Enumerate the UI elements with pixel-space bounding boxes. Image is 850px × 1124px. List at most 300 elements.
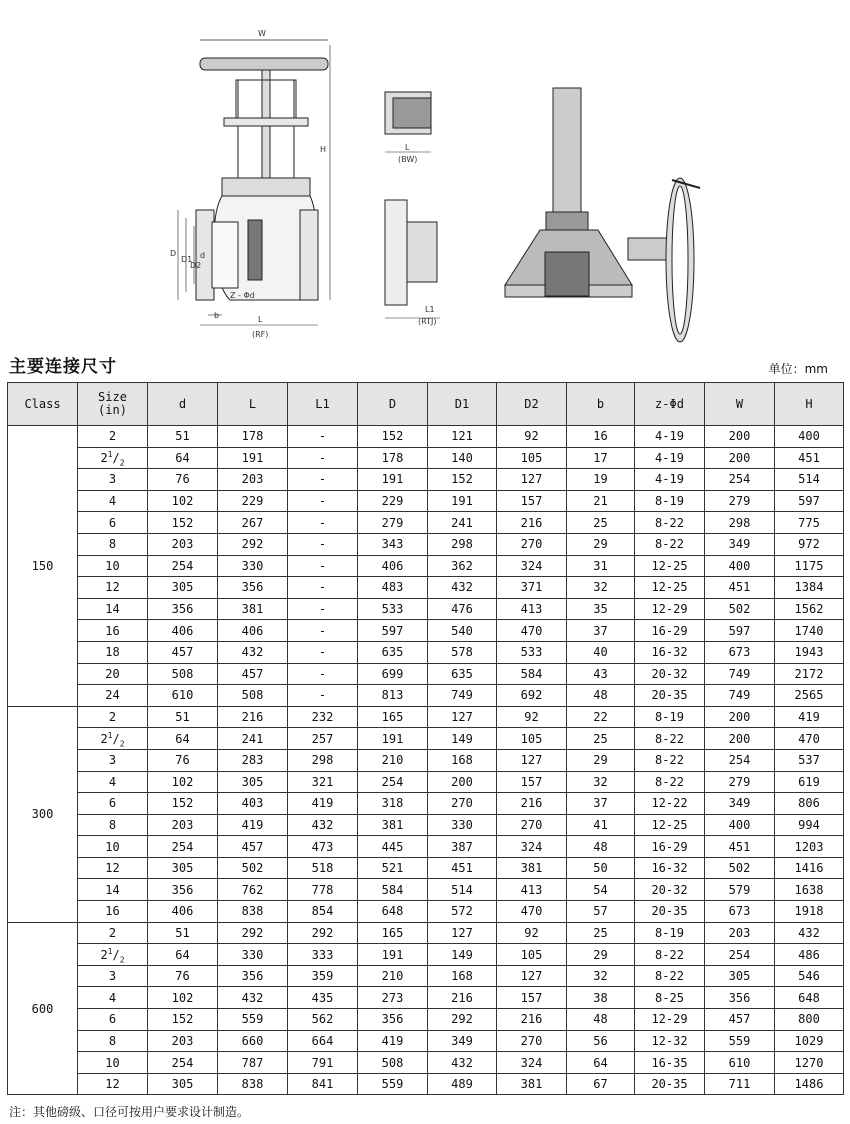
value-cell: 152 bbox=[148, 793, 218, 815]
value-cell: 470 bbox=[497, 901, 567, 923]
value-cell: - bbox=[288, 598, 358, 620]
table-row bbox=[8, 641, 844, 663]
value-cell: 432 bbox=[775, 922, 844, 944]
value-cell: 635 bbox=[358, 641, 428, 663]
value-cell: 43 bbox=[567, 663, 635, 685]
value-cell: 38 bbox=[567, 987, 635, 1009]
dim-h: H bbox=[320, 145, 327, 154]
value-cell: 270 bbox=[497, 814, 567, 836]
value-cell: 806 bbox=[775, 793, 844, 815]
value-cell: 12-29 bbox=[635, 1009, 705, 1031]
size-cell: 6 bbox=[78, 793, 148, 815]
value-cell: 92 bbox=[497, 922, 567, 944]
value-cell: 533 bbox=[358, 598, 428, 620]
value-cell: 400 bbox=[705, 814, 775, 836]
value-cell: 48 bbox=[567, 685, 635, 707]
value-cell: 435 bbox=[288, 987, 358, 1009]
value-cell: 67 bbox=[567, 1073, 635, 1095]
value-cell: 279 bbox=[358, 512, 428, 534]
value-cell: 791 bbox=[288, 1052, 358, 1074]
value-cell: 254 bbox=[705, 469, 775, 491]
value-cell: 1416 bbox=[775, 857, 844, 879]
value-cell: 191 bbox=[358, 728, 428, 750]
size-cell: 14 bbox=[78, 879, 148, 901]
rtj-end-drawing bbox=[385, 200, 440, 318]
table-row bbox=[8, 857, 844, 879]
value-cell: 8-25 bbox=[635, 987, 705, 1009]
value-cell: 406 bbox=[148, 901, 218, 923]
value-cell: 254 bbox=[705, 944, 775, 966]
value-cell: 216 bbox=[428, 987, 497, 1009]
value-cell: - bbox=[288, 447, 358, 469]
column-header: D1 bbox=[428, 383, 497, 426]
value-cell: 22 bbox=[567, 706, 635, 728]
value-cell: 381 bbox=[358, 814, 428, 836]
value-cell: 381 bbox=[497, 1073, 567, 1095]
value-cell: 610 bbox=[705, 1052, 775, 1074]
value-cell: 48 bbox=[567, 1009, 635, 1031]
table-row bbox=[8, 577, 844, 599]
value-cell: 562 bbox=[288, 1009, 358, 1031]
value-cell: 283 bbox=[218, 749, 288, 771]
value-cell: 359 bbox=[288, 965, 358, 987]
dim-d2: D2 bbox=[190, 261, 202, 270]
value-cell: 127 bbox=[497, 965, 567, 987]
column-header: H bbox=[775, 383, 844, 426]
value-cell: 673 bbox=[705, 641, 775, 663]
value-cell: 546 bbox=[775, 965, 844, 987]
value-cell: 57 bbox=[567, 901, 635, 923]
table-row bbox=[8, 620, 844, 642]
size-cell: 12 bbox=[78, 577, 148, 599]
value-cell: 292 bbox=[218, 922, 288, 944]
dim-d-small: d bbox=[200, 251, 206, 260]
dim-l-rf: L bbox=[258, 315, 263, 324]
dim-rf: (RF) bbox=[252, 330, 269, 339]
value-cell: 4-19 bbox=[635, 447, 705, 469]
value-cell: 25 bbox=[567, 922, 635, 944]
value-cell: 692 bbox=[497, 685, 567, 707]
value-cell: 229 bbox=[358, 490, 428, 512]
value-cell: 635 bbox=[428, 663, 497, 685]
size-cell: 2 bbox=[78, 706, 148, 728]
value-cell: 127 bbox=[428, 706, 497, 728]
size-cell: 12 bbox=[78, 1073, 148, 1095]
value-cell: 584 bbox=[358, 879, 428, 901]
value-cell: - bbox=[288, 555, 358, 577]
value-cell: 92 bbox=[497, 426, 567, 448]
value-cell: 48 bbox=[567, 836, 635, 858]
value-cell: 664 bbox=[288, 1030, 358, 1052]
value-cell: 54 bbox=[567, 879, 635, 901]
size-cell: 4 bbox=[78, 771, 148, 793]
value-cell: 451 bbox=[775, 447, 844, 469]
value-cell: 29 bbox=[567, 749, 635, 771]
size-cell: 8 bbox=[78, 814, 148, 836]
value-cell: 597 bbox=[775, 490, 844, 512]
value-cell: 168 bbox=[428, 965, 497, 987]
value-cell: 178 bbox=[218, 426, 288, 448]
value-cell: 216 bbox=[497, 512, 567, 534]
dim-z: Z - Φd bbox=[230, 291, 255, 300]
value-cell: 191 bbox=[218, 447, 288, 469]
value-cell: 21 bbox=[567, 490, 635, 512]
dim-b: b bbox=[214, 311, 220, 320]
value-cell: 8-19 bbox=[635, 922, 705, 944]
value-cell: 203 bbox=[148, 533, 218, 555]
value-cell: 305 bbox=[148, 577, 218, 599]
value-cell: 16-29 bbox=[635, 620, 705, 642]
value-cell: 12-25 bbox=[635, 555, 705, 577]
value-cell: - bbox=[288, 620, 358, 642]
dim-l1: L1 bbox=[425, 305, 435, 314]
value-cell: 673 bbox=[705, 901, 775, 923]
value-cell: 2172 bbox=[775, 663, 844, 685]
value-cell: 349 bbox=[705, 793, 775, 815]
size-cell: 16 bbox=[78, 901, 148, 923]
column-header: Size (in) bbox=[78, 383, 148, 426]
value-cell: 292 bbox=[428, 1009, 497, 1031]
value-cell: 330 bbox=[428, 814, 497, 836]
value-cell: 540 bbox=[428, 620, 497, 642]
value-cell: 32 bbox=[567, 771, 635, 793]
value-cell: 76 bbox=[148, 469, 218, 491]
value-cell: 619 bbox=[775, 771, 844, 793]
value-cell: 76 bbox=[148, 965, 218, 987]
value-cell: 473 bbox=[288, 836, 358, 858]
value-cell: 349 bbox=[428, 1030, 497, 1052]
value-cell: 140 bbox=[428, 447, 497, 469]
table-row bbox=[8, 469, 844, 491]
value-cell: 787 bbox=[218, 1052, 288, 1074]
size-cell: 2 bbox=[78, 922, 148, 944]
table-row bbox=[8, 598, 844, 620]
value-cell: - bbox=[288, 663, 358, 685]
value-cell: 257 bbox=[288, 728, 358, 750]
table-row bbox=[8, 426, 844, 448]
value-cell: 406 bbox=[218, 620, 288, 642]
value-cell: 20-35 bbox=[635, 685, 705, 707]
value-cell: 64 bbox=[148, 944, 218, 966]
value-cell: 508 bbox=[218, 685, 288, 707]
value-cell: 841 bbox=[288, 1073, 358, 1095]
value-cell: 1562 bbox=[775, 598, 844, 620]
value-cell: 419 bbox=[218, 814, 288, 836]
value-cell: 20-32 bbox=[635, 879, 705, 901]
value-cell: 321 bbox=[288, 771, 358, 793]
table-row bbox=[8, 836, 844, 858]
value-cell: 356 bbox=[218, 577, 288, 599]
value-cell: 157 bbox=[497, 771, 567, 793]
dim-bw: (BW) bbox=[398, 155, 418, 164]
table-row bbox=[8, 1073, 844, 1095]
value-cell: 165 bbox=[358, 706, 428, 728]
size-cell: 20 bbox=[78, 663, 148, 685]
value-cell: 400 bbox=[705, 555, 775, 577]
value-cell: 4-19 bbox=[635, 469, 705, 491]
value-cell: 200 bbox=[705, 728, 775, 750]
gate-valve-drawing bbox=[178, 40, 330, 325]
size-cell: 3 bbox=[78, 749, 148, 771]
value-cell: 419 bbox=[358, 1030, 428, 1052]
value-cell: 92 bbox=[497, 706, 567, 728]
value-cell: 105 bbox=[497, 944, 567, 966]
size-cell: 2 bbox=[78, 426, 148, 448]
value-cell: 1175 bbox=[775, 555, 844, 577]
value-cell: 270 bbox=[428, 793, 497, 815]
value-cell: 51 bbox=[148, 426, 218, 448]
size-cell: 12 bbox=[78, 857, 148, 879]
value-cell: 51 bbox=[148, 706, 218, 728]
value-cell: 298 bbox=[428, 533, 497, 555]
value-cell: 343 bbox=[358, 533, 428, 555]
value-cell: 1486 bbox=[775, 1073, 844, 1095]
dim-w: W bbox=[258, 29, 266, 38]
value-cell: 502 bbox=[705, 857, 775, 879]
value-cell: 16-29 bbox=[635, 836, 705, 858]
value-cell: 457 bbox=[218, 663, 288, 685]
value-cell: 356 bbox=[148, 879, 218, 901]
value-cell: 838 bbox=[218, 901, 288, 923]
value-cell: 279 bbox=[705, 771, 775, 793]
dimension-table bbox=[7, 382, 844, 1095]
value-cell: 298 bbox=[288, 749, 358, 771]
value-cell: 537 bbox=[775, 749, 844, 771]
value-cell: 76 bbox=[148, 749, 218, 771]
value-cell: - bbox=[288, 469, 358, 491]
value-cell: 12-22 bbox=[635, 793, 705, 815]
table-row bbox=[8, 447, 844, 469]
value-cell: 41 bbox=[567, 814, 635, 836]
value-cell: 813 bbox=[358, 685, 428, 707]
value-cell: 168 bbox=[428, 749, 497, 771]
value-cell: 648 bbox=[358, 901, 428, 923]
value-cell: 330 bbox=[218, 555, 288, 577]
value-cell: 470 bbox=[497, 620, 567, 642]
value-cell: 486 bbox=[775, 944, 844, 966]
table-row bbox=[8, 901, 844, 923]
size-cell: 6 bbox=[78, 1009, 148, 1031]
gear-operator-drawing bbox=[505, 88, 700, 342]
value-cell: 105 bbox=[497, 728, 567, 750]
value-cell: 318 bbox=[358, 793, 428, 815]
size-cell: 10 bbox=[78, 836, 148, 858]
value-cell: 457 bbox=[218, 836, 288, 858]
value-cell: 8-19 bbox=[635, 706, 705, 728]
value-cell: 413 bbox=[497, 879, 567, 901]
value-cell: 579 bbox=[705, 879, 775, 901]
size-cell: 4 bbox=[78, 490, 148, 512]
value-cell: 419 bbox=[775, 706, 844, 728]
value-cell: 152 bbox=[148, 1009, 218, 1031]
value-cell: 597 bbox=[705, 620, 775, 642]
value-cell: 451 bbox=[705, 836, 775, 858]
value-cell: 419 bbox=[288, 793, 358, 815]
value-cell: 559 bbox=[218, 1009, 288, 1031]
value-cell: 210 bbox=[358, 965, 428, 987]
value-cell: 2565 bbox=[775, 685, 844, 707]
value-cell: 270 bbox=[497, 533, 567, 555]
column-header: W bbox=[705, 383, 775, 426]
value-cell: 324 bbox=[497, 836, 567, 858]
value-cell: 432 bbox=[288, 814, 358, 836]
value-cell: 749 bbox=[428, 685, 497, 707]
value-cell: 32 bbox=[567, 965, 635, 987]
value-cell: 152 bbox=[148, 512, 218, 534]
value-cell: 660 bbox=[218, 1030, 288, 1052]
value-cell: 32 bbox=[567, 577, 635, 599]
table-row bbox=[8, 1009, 844, 1031]
value-cell: 489 bbox=[428, 1073, 497, 1095]
value-cell: 8-22 bbox=[635, 512, 705, 534]
size-cell: 18 bbox=[78, 641, 148, 663]
value-cell: 149 bbox=[428, 944, 497, 966]
value-cell: 305 bbox=[148, 857, 218, 879]
column-header: d bbox=[148, 383, 218, 426]
value-cell: 241 bbox=[428, 512, 497, 534]
value-cell: 749 bbox=[705, 663, 775, 685]
value-cell: 406 bbox=[358, 555, 428, 577]
size-cell: $2^1/_2$ bbox=[78, 728, 148, 750]
value-cell: 149 bbox=[428, 728, 497, 750]
value-cell: 451 bbox=[428, 857, 497, 879]
value-cell: 191 bbox=[358, 469, 428, 491]
value-cell: 476 bbox=[428, 598, 497, 620]
table-row bbox=[8, 1030, 844, 1052]
value-cell: 152 bbox=[358, 426, 428, 448]
size-cell: 6 bbox=[78, 512, 148, 534]
value-cell: 356 bbox=[358, 1009, 428, 1031]
valve-drawings bbox=[0, 0, 850, 350]
value-cell: 157 bbox=[497, 490, 567, 512]
value-cell: 559 bbox=[358, 1073, 428, 1095]
table-row bbox=[8, 749, 844, 771]
value-cell: 483 bbox=[358, 577, 428, 599]
table-row bbox=[8, 879, 844, 901]
value-cell: 305 bbox=[218, 771, 288, 793]
value-cell: 127 bbox=[428, 922, 497, 944]
value-cell: 16-35 bbox=[635, 1052, 705, 1074]
value-cell: 200 bbox=[428, 771, 497, 793]
value-cell: 533 bbox=[497, 641, 567, 663]
value-cell: 502 bbox=[218, 857, 288, 879]
value-cell: - bbox=[288, 533, 358, 555]
value-cell: 356 bbox=[148, 598, 218, 620]
value-cell: 216 bbox=[218, 706, 288, 728]
value-cell: 514 bbox=[775, 469, 844, 491]
dim-d: D bbox=[170, 249, 177, 258]
value-cell: 324 bbox=[497, 1052, 567, 1074]
value-cell: 165 bbox=[358, 922, 428, 944]
value-cell: 254 bbox=[705, 749, 775, 771]
value-cell: 12-29 bbox=[635, 598, 705, 620]
value-cell: 305 bbox=[148, 1073, 218, 1095]
value-cell: 191 bbox=[428, 490, 497, 512]
value-cell: 559 bbox=[705, 1030, 775, 1052]
dim-rtj: (RTJ) bbox=[418, 317, 437, 326]
value-cell: 64 bbox=[567, 1052, 635, 1074]
value-cell: 854 bbox=[288, 901, 358, 923]
value-cell: 216 bbox=[497, 1009, 567, 1031]
value-cell: 241 bbox=[218, 728, 288, 750]
value-cell: 400 bbox=[775, 426, 844, 448]
value-cell: - bbox=[288, 685, 358, 707]
value-cell: 432 bbox=[428, 577, 497, 599]
value-cell: 8-19 bbox=[635, 490, 705, 512]
column-header: D2 bbox=[497, 383, 567, 426]
value-cell: 12-25 bbox=[635, 577, 705, 599]
value-cell: 648 bbox=[775, 987, 844, 1009]
value-cell: 432 bbox=[428, 1052, 497, 1074]
value-cell: 40 bbox=[567, 641, 635, 663]
table-row bbox=[8, 922, 844, 944]
value-cell: 178 bbox=[358, 447, 428, 469]
value-cell: - bbox=[288, 490, 358, 512]
value-cell: 1918 bbox=[775, 901, 844, 923]
value-cell: 127 bbox=[497, 749, 567, 771]
value-cell: 381 bbox=[218, 598, 288, 620]
value-cell: 12-32 bbox=[635, 1030, 705, 1052]
value-cell: 216 bbox=[497, 793, 567, 815]
value-cell: 413 bbox=[497, 598, 567, 620]
value-cell: 356 bbox=[705, 987, 775, 1009]
value-cell: 597 bbox=[358, 620, 428, 642]
value-cell: 749 bbox=[705, 685, 775, 707]
value-cell: - bbox=[288, 512, 358, 534]
value-cell: 572 bbox=[428, 901, 497, 923]
value-cell: 1203 bbox=[775, 836, 844, 858]
value-cell: 508 bbox=[148, 663, 218, 685]
value-cell: 711 bbox=[705, 1073, 775, 1095]
size-cell: 14 bbox=[78, 598, 148, 620]
value-cell: 56 bbox=[567, 1030, 635, 1052]
value-cell: 356 bbox=[218, 965, 288, 987]
value-cell: 152 bbox=[428, 469, 497, 491]
size-cell: 10 bbox=[78, 1052, 148, 1074]
value-cell: 279 bbox=[705, 490, 775, 512]
value-cell: 371 bbox=[497, 577, 567, 599]
value-cell: 457 bbox=[705, 1009, 775, 1031]
value-cell: - bbox=[288, 426, 358, 448]
value-cell: 432 bbox=[218, 641, 288, 663]
value-cell: 16-32 bbox=[635, 641, 705, 663]
value-cell: 232 bbox=[288, 706, 358, 728]
size-cell: 3 bbox=[78, 469, 148, 491]
section-title: 主要连接尺寸 bbox=[9, 357, 117, 377]
size-cell: 3 bbox=[78, 965, 148, 987]
value-cell: 1740 bbox=[775, 620, 844, 642]
value-cell: 102 bbox=[148, 987, 218, 1009]
table-row bbox=[8, 685, 844, 707]
value-cell: 102 bbox=[148, 490, 218, 512]
value-cell: 229 bbox=[218, 490, 288, 512]
value-cell: 17 bbox=[567, 447, 635, 469]
class-cell: 300 bbox=[8, 706, 78, 922]
value-cell: 330 bbox=[218, 944, 288, 966]
value-cell: 518 bbox=[288, 857, 358, 879]
value-cell: 270 bbox=[497, 1030, 567, 1052]
value-cell: 35 bbox=[567, 598, 635, 620]
value-cell: - bbox=[288, 577, 358, 599]
value-cell: 29 bbox=[567, 944, 635, 966]
value-cell: 445 bbox=[358, 836, 428, 858]
column-header: L bbox=[218, 383, 288, 426]
value-cell: 333 bbox=[288, 944, 358, 966]
value-cell: 762 bbox=[218, 879, 288, 901]
value-cell: 210 bbox=[358, 749, 428, 771]
value-cell: 584 bbox=[497, 663, 567, 685]
value-cell: 324 bbox=[497, 555, 567, 577]
